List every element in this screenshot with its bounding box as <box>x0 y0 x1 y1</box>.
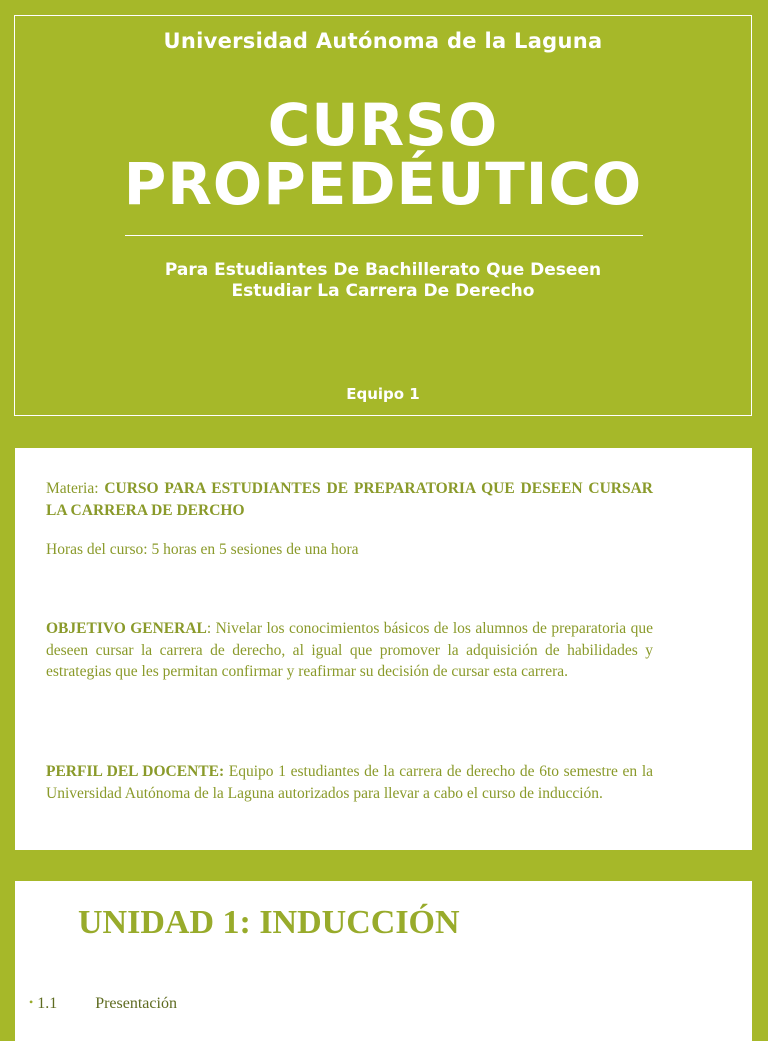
unit-title: UNIDAD 1: INDUCCIÓN <box>78 904 460 941</box>
bullet-icon: • <box>29 995 34 1009</box>
materia-paragraph <box>46 478 653 521</box>
list-item-number: 1.1 <box>37 995 58 1012</box>
title-divider <box>125 235 643 236</box>
team-label: Equipo 1 <box>346 385 420 403</box>
unit-slide <box>15 881 752 1041</box>
list-item-label: Presentación <box>95 995 177 1012</box>
subtitle-line-2: Estudiar La Carrera De Derecho <box>231 281 535 301</box>
horas-paragraph: Horas del curso: 5 horas en 5 sesiones de una hora <box>46 541 359 558</box>
objetivo-paragraph <box>46 618 653 683</box>
university-name: Universidad Autónoma de la Laguna <box>163 29 603 53</box>
perfil-text: Equipo 1 estudiantes de la carrera de derecho de 6to semestre en la Universidad Autónoma de la Laguna autorizados para llevar a cabo el curso de inducción. <box>46 763 654 802</box>
perfil-paragraph <box>46 761 653 804</box>
materia-label: Materia: <box>46 480 105 497</box>
cover-slide <box>14 15 752 416</box>
course-title <box>15 91 751 218</box>
list-item <box>29 995 177 1013</box>
objetivo-text: : Nivelar los conocimientos básicos de los alumnos de preparatoria que deseen cursar la carrera de derecho, al igual que promover la adquisición de habilidades y estrategias que les permitan confirmar y reafirmar su decisión de cursar esta carrera. <box>46 620 653 680</box>
course-title-line-1: CURSO <box>267 91 499 159</box>
course-subtitle <box>55 260 711 302</box>
course-title-line-2: PROPEDÉUTICO <box>123 150 643 218</box>
subtitle-line-1: Para Estudiantes De Bachillerato Que Deseen <box>164 260 602 280</box>
objetivo-label: OBJETIVO GENERAL <box>46 620 207 637</box>
perfil-label: PERFIL DEL DOCENTE: <box>46 763 225 780</box>
materia-value: CURSO PARA ESTUDIANTES DE PREPARATORIA QUE DESEEN CURSAR LA CARRERA DE DERCHO <box>46 480 653 519</box>
course-info-slide <box>15 448 752 850</box>
